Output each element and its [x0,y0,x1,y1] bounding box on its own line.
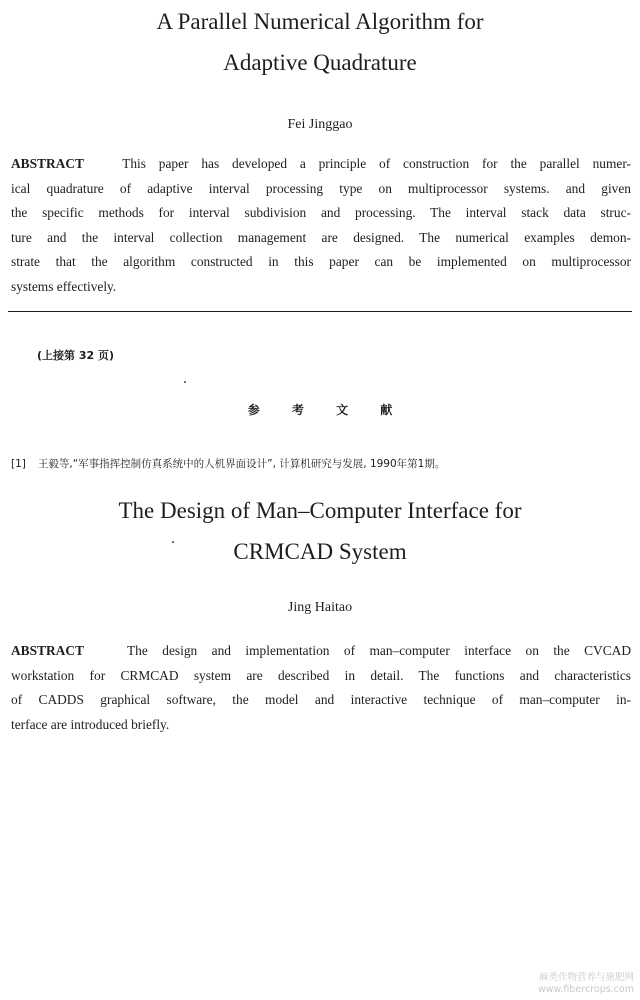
paper2-abstract [11,639,631,737]
paper2-abstract-line: workstation for CRMCAD system are described in detail. The functions and characteristics [11,667,631,683]
site-watermark [538,972,634,996]
paper2-abstract-label: ABSTRACT [11,643,84,658]
continuation-note: (上接第 32 页) [37,349,115,362]
paper1-author: Fei Jinggao [287,117,353,132]
paper1-abstract [11,152,631,299]
paper1-abstract-label: ABSTRACT [11,156,84,171]
paper1-abstract-line: ture and the interval collection management are designed. The numerical examples demon- [11,229,631,245]
watermark-line2: www.fibercrops.com [537,984,634,995]
paper1-abstract-line: systems effectively. [11,278,117,294]
paper1-title-line2: Adaptive Quadrature [223,50,417,75]
paper1-title-line1: A Parallel Numerical Algorithm for [156,9,484,34]
paper2-abstract-line [11,639,631,664]
paper1-abstract-line: the specific methods for interval subdivision and processing. The interval stack data struc- [11,205,631,220]
paper2-abstract-line: of CADDS graphical software, the model and interactive technique of man–computer in- [11,692,631,707]
paper2-title-line2: CRMCAD System [233,539,407,564]
paper2-author: Jing Haitao [287,600,353,615]
paper1-abstract-text: This paper has developed a principle of construction for the parallel numer- [122,156,631,171]
paper1-abstract-line: ical quadrature of adaptive interval processing type on multiprocessor systems. and given [11,180,631,196]
paper1-abstract-line: strate that the algorithm constructed in this paper can be implemented on multiprocessor [11,254,631,269]
reference-item [11,456,445,471]
scan-speck [184,381,186,383]
paper2-abstract-text: The design and implementation of man–computer interface on the CVCAD [127,643,631,658]
paper1-abstract-line [11,152,631,177]
scan-speck [172,541,174,543]
reference-number: [1] [11,458,26,470]
reference-text: 王毅等,“军事指挥控制仿真系统中的人机界面设计”, 计算机研究与发展, 1990年第1期。 [37,458,446,470]
watermark-line1: 麻类作物营养与施肥网 [538,972,634,983]
section-divider [8,311,632,312]
paper2-abstract-line: terface are introduced briefly. [11,716,170,732]
paper2-title-line1: The Design of Man–Computer Interface for [118,498,522,523]
references-heading: 参 考 文 献 [247,403,407,417]
